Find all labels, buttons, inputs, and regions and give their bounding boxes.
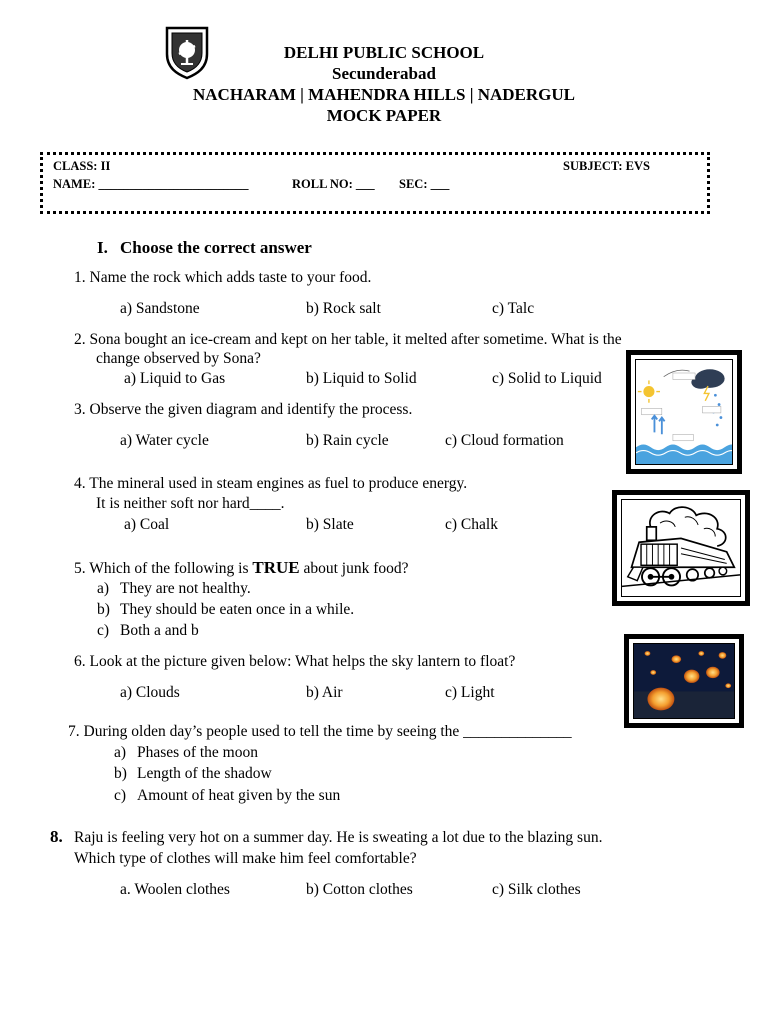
q6-option-a: a) Clouds [120,684,180,701]
q5-option-a-marker: a) [97,580,110,597]
question-4-line1: 4. The mineral used in steam engines as fuel to produce energy. [74,475,468,492]
question-8-number: 8. [50,827,63,846]
q6-option-c: c) Light [445,684,495,701]
question-4-line2: It is neither soft nor hard____. [96,495,285,512]
q7-option-b: Length of the shadow [137,765,272,782]
question-7: 7. During olden day’s people used to tell the time by seeing the ______________ [68,723,572,740]
school-city: Secunderabad [332,64,436,83]
q4-option-b: b) Slate [306,516,354,533]
q1-option-b: b) Rock salt [306,300,381,317]
q2-option-c: c) Solid to Liquid [492,370,602,387]
q8-option-a: a. Woolen clothes [120,881,230,898]
question-6: 6. Look at the picture given below: What helps the sky lantern to float? [74,653,516,670]
sky-lantern-picture [624,634,744,728]
roll-field: ROLL NO: ___ [292,177,375,191]
paper-title: MOCK PAPER [326,106,442,125]
question-8-line1: Raju is feeling very hot on a summer day. He is sweating a lot due to the blazing sun. [74,829,603,846]
question-5-bold: TRUE [252,558,300,577]
section-number: I. [97,238,108,257]
question-1: 1. Name the rock which adds taste to your food. [74,269,372,286]
question-2-line1: 2. Sona bought an ice-cream and kept on her table, it melted after sometime. What is the [74,331,622,348]
name-field: NAME: ________________________ [53,177,249,191]
class-label: CLASS: II [53,159,111,173]
steam-engine-picture [612,490,750,606]
q7-option-c: Amount of heat given by the sun [137,787,341,804]
q5-option-b-marker: b) [97,601,110,618]
q3-option-b: b) Rain cycle [306,432,389,449]
water-cycle-diagram [626,350,742,474]
question-5-pre: 5. Which of the following is [74,560,253,577]
subject-label: SUBJECT: EVS [563,159,650,173]
q1-option-a: a) Sandstone [120,300,200,317]
q7-option-b-marker: b) [114,765,127,782]
question-2-line2: change observed by Sona? [96,350,261,367]
q3-option-a: a) Water cycle [120,432,209,449]
q6-option-b: b) Air [306,684,343,701]
q2-option-b: b) Liquid to Solid [306,370,417,387]
q5-option-c: Both a and b [120,622,199,639]
sec-field: SEC: ___ [399,177,450,191]
q8-option-b: b) Cotton clothes [306,881,413,898]
question-3: 3. Observe the given diagram and identify the process. [74,401,413,418]
question-5 [74,558,409,579]
question-5-post: about junk food? [299,560,409,577]
school-name: DELHI PUBLIC SCHOOL [283,43,485,62]
q7-option-a-marker: a) [114,744,127,761]
q5-option-b: They should be eaten once in a while. [120,601,355,618]
question-8-line2: Which type of clothes will make him feel comfortable? [74,850,417,867]
section-title: Choose the correct answer [120,238,312,257]
q3-option-c: c) Cloud formation [445,432,564,449]
branch-names: NACHARAM | MAHENDRA HILLS | NADERGUL [193,85,575,104]
q5-option-c-marker: c) [97,622,110,639]
q7-option-c-marker: c) [114,787,127,804]
q1-option-c: c) Talc [492,300,535,317]
q4-option-a: a) Coal [124,516,170,533]
q4-option-c: c) Chalk [445,516,498,533]
q8-option-c: c) Silk clothes [492,881,581,898]
q5-option-a: They are not healthy. [120,580,251,597]
q2-option-a: a) Liquid to Gas [124,370,226,387]
q7-option-a: Phases of the moon [137,744,258,761]
